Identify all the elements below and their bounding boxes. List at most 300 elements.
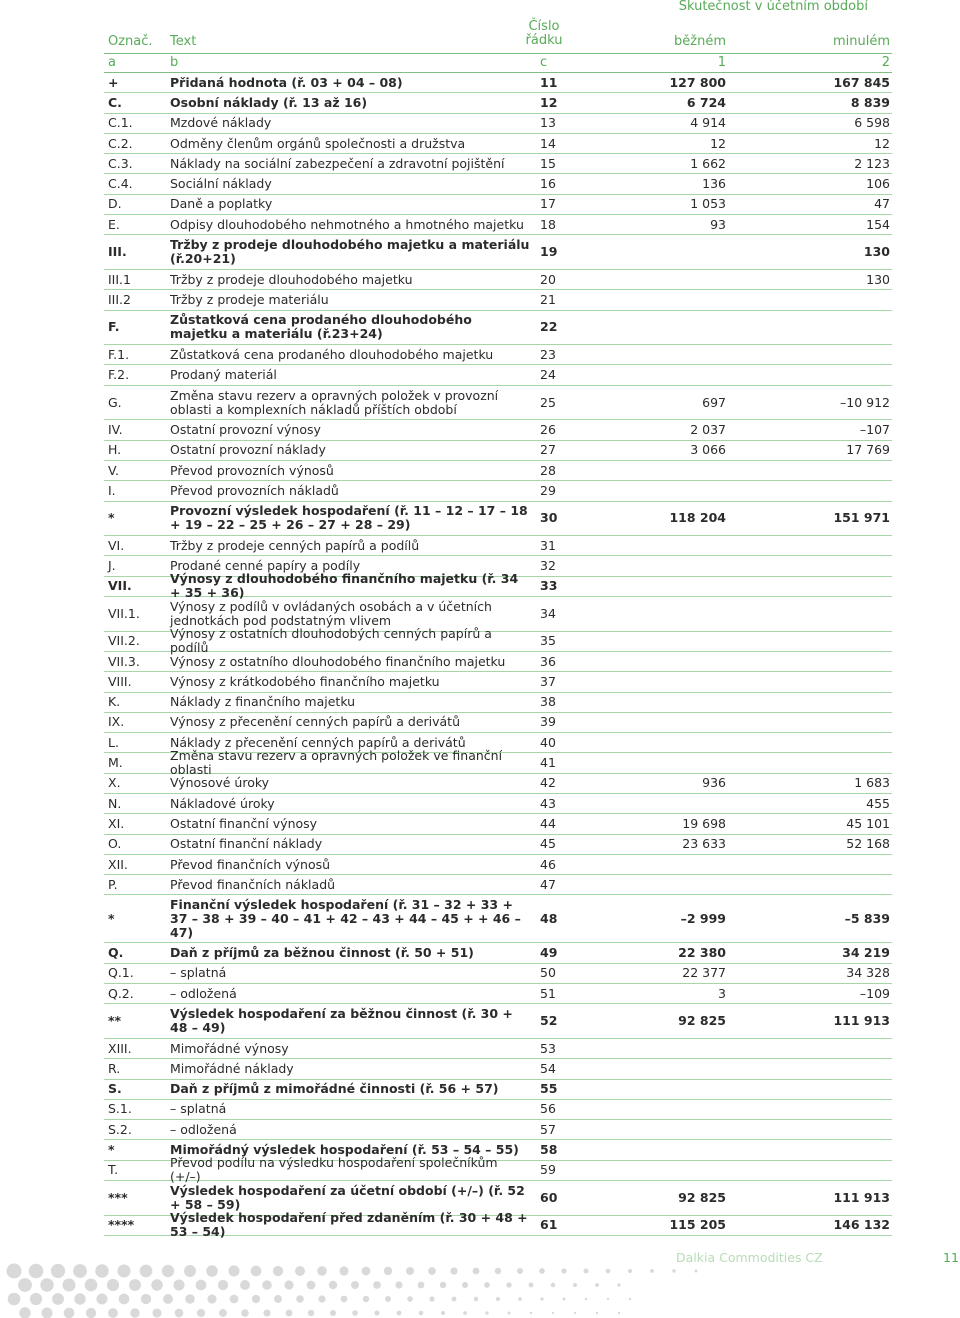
row-code: * (108, 1142, 115, 1158)
decor-dot (7, 1264, 22, 1279)
col-letter-a: a (108, 55, 116, 70)
decor-dot (74, 1293, 85, 1304)
row-text: Prodaný materiál (170, 368, 277, 383)
decor-dot (86, 1308, 96, 1318)
col-number-1: 1 (717, 55, 726, 70)
col-letter-b: b (170, 55, 179, 70)
table-row (104, 235, 892, 270)
table-row (104, 1059, 892, 1079)
decor-dot (595, 1283, 599, 1287)
table-row (104, 794, 892, 814)
row-code: X. (108, 775, 121, 791)
decor-dot (240, 1280, 250, 1290)
decor-dot (339, 1266, 348, 1275)
decor-dot (52, 1293, 64, 1305)
row-code: VII.2. (108, 633, 140, 649)
row-line-number: 42 (540, 775, 556, 791)
row-code: S. (108, 1081, 122, 1097)
decor-dot (517, 1268, 523, 1274)
decor-dot (184, 1265, 196, 1277)
row-line-number: 43 (540, 795, 556, 811)
decor-dot (241, 1309, 249, 1317)
row-current-period: 1 053 (690, 196, 726, 212)
decor-dot (384, 1267, 392, 1275)
row-line-number: 35 (540, 633, 556, 649)
row-previous-period: 47 (874, 196, 890, 212)
decor-dot (329, 1281, 337, 1289)
decor-dot (207, 1294, 216, 1303)
row-line-number: 61 (540, 1217, 558, 1233)
decor-dot (274, 1295, 282, 1303)
col-header-text: Text (170, 34, 197, 49)
row-text: – splatná (170, 966, 227, 981)
decor-dot (95, 1264, 108, 1277)
table-row (104, 875, 892, 895)
row-current-period: 22 377 (682, 965, 726, 981)
row-current-period: 3 066 (690, 442, 726, 458)
row-code: XIII. (108, 1040, 132, 1056)
decor-dot (397, 1311, 402, 1316)
decor-dot (130, 1308, 139, 1317)
row-previous-period: 17 769 (846, 442, 890, 458)
table-row (104, 964, 892, 984)
decor-dot (295, 1266, 305, 1276)
row-code: F.1. (108, 346, 130, 362)
decor-dot (29, 1264, 44, 1279)
row-line-number: 30 (540, 510, 558, 526)
row-text: – odložená (170, 986, 237, 1001)
decor-dot (518, 1297, 522, 1301)
decor-dot (441, 1311, 445, 1315)
row-code: C.4. (108, 176, 133, 192)
decor-dot (330, 1310, 336, 1316)
row-current-period: 93 (710, 216, 726, 232)
row-text: Mzdové náklady (170, 116, 272, 131)
row-text: Osobní náklady (ř. 13 až 16) (170, 95, 368, 110)
decor-dot (151, 1279, 162, 1290)
row-line-number: 25 (540, 394, 556, 410)
decor-dot (496, 1297, 500, 1301)
row-previous-period: 34 328 (846, 965, 890, 981)
decor-dot (140, 1265, 153, 1278)
decor-dot (308, 1310, 314, 1316)
row-line-number: 28 (540, 462, 556, 478)
row-code: IV. (108, 421, 123, 437)
decor-dot (107, 1279, 119, 1291)
row-line-number: 45 (540, 836, 556, 852)
row-previous-period: 455 (866, 795, 890, 811)
row-current-period: 697 (702, 394, 726, 410)
row-current-period: 4 914 (690, 115, 726, 131)
row-code: S.2. (108, 1121, 132, 1137)
decor-dot (395, 1281, 402, 1288)
row-text: Převod provozních nákladů (170, 483, 339, 498)
decor-dot (508, 1312, 511, 1315)
table-row (104, 311, 892, 346)
row-line-number: 54 (540, 1060, 556, 1076)
row-text: Ostatní finanční výnosy (170, 816, 318, 831)
page-number: 11 (943, 1250, 959, 1265)
row-text: Tržby z prodeje materiálu (170, 292, 329, 307)
row-code: + (108, 74, 119, 90)
table-row (104, 461, 892, 481)
table-row (104, 1156, 892, 1185)
col-letter-c: c (540, 55, 548, 70)
row-text: Převod finančních výnosů (170, 857, 331, 872)
row-code: VI. (108, 537, 125, 553)
table-row (104, 290, 892, 310)
decor-dot (228, 1265, 239, 1276)
row-code: F. (108, 319, 120, 335)
col-header-oznac: Označ. (108, 34, 153, 49)
row-code: C.1. (108, 115, 133, 131)
row-code: F.2. (108, 367, 130, 383)
row-text: Odpisy dlouhodobého nehmotného a hmotného majetku (170, 217, 524, 232)
row-code: R. (108, 1060, 121, 1076)
row-current-period: 1 662 (690, 155, 726, 171)
row-code: *** (108, 1189, 128, 1205)
row-line-number: 18 (540, 216, 556, 232)
row-code: K. (108, 694, 121, 710)
row-line-number: 21 (540, 291, 556, 307)
row-text: – splatná (170, 1102, 227, 1117)
row-code: C.2. (108, 135, 133, 151)
row-line-number: 60 (540, 1189, 558, 1205)
row-current-period: 936 (702, 775, 726, 791)
table-row (104, 693, 892, 713)
decor-dot (185, 1294, 195, 1304)
decor-dot (429, 1296, 434, 1301)
decor-dot (119, 1294, 130, 1305)
row-text: Finanční výsledek hospodaření (ř. 31 – 32 + 33 + 37 – 38 + 39 – 40 – 41 + 42 – 43 + 44 – 45 + + 46 – 47) (170, 897, 521, 940)
row-text: Mimořádné náklady (170, 1061, 294, 1076)
row-line-number: 15 (540, 155, 556, 171)
row-previous-period: 106 (866, 176, 890, 192)
income-statement (104, 0, 892, 1240)
row-code: IX. (108, 714, 125, 730)
table-row (104, 943, 892, 963)
table-row (104, 895, 892, 943)
row-current-period: 92 825 (678, 1189, 726, 1205)
table-row (104, 749, 892, 778)
row-line-number: 55 (540, 1081, 558, 1097)
row-code: C.3. (108, 155, 133, 171)
row-current-period: 118 204 (669, 510, 726, 526)
table-row (104, 1120, 892, 1140)
decor-dot (206, 1265, 218, 1277)
row-line-number: 26 (540, 421, 556, 437)
decor-dot (318, 1295, 325, 1302)
decor-dot (452, 1297, 457, 1302)
decor-dot (40, 1278, 53, 1291)
table-row (104, 1100, 892, 1120)
decor-dot (173, 1279, 184, 1290)
decor-dot (197, 1309, 205, 1317)
row-current-period: 6 724 (686, 94, 726, 110)
decor-dot (629, 1298, 631, 1300)
table-row (104, 835, 892, 855)
row-text: Zůstatková cena prodaného dlouhodobého majetku (170, 347, 494, 362)
row-line-number: 32 (540, 558, 556, 574)
table-row (104, 365, 892, 385)
row-code: O. (108, 836, 122, 852)
decor-dot (163, 1294, 173, 1304)
col-header-bezne: běžném (674, 34, 726, 49)
row-text: Ostatní finanční náklady (170, 837, 323, 852)
row-line-number: 13 (540, 115, 556, 131)
decor-dot (251, 1266, 262, 1277)
row-text: Výsledek hospodaření za účetní období (+/–) (ř. 52 + 58 – 59) (170, 1183, 525, 1212)
decor-dot (485, 1311, 488, 1314)
row-text: Výnosy z přecenění cenných papírů a derivátů (170, 715, 460, 730)
table-row (104, 672, 892, 692)
decor-dot (73, 1264, 87, 1278)
decor-dot (219, 1309, 227, 1317)
row-code: * (108, 910, 115, 926)
row-code: **** (108, 1217, 135, 1233)
row-code: T. (108, 1162, 119, 1178)
row-line-number: 34 (540, 605, 556, 621)
row-code: I. (108, 482, 116, 498)
row-current-period: 127 800 (669, 74, 726, 90)
decor-dot (152, 1308, 161, 1317)
row-code: VII.3. (108, 653, 140, 669)
decor-dot (230, 1295, 239, 1304)
row-previous-period: 154 (866, 216, 890, 232)
row-code: VIII. (108, 673, 132, 689)
row-code: J. (108, 558, 116, 574)
decor-dot (406, 1267, 414, 1275)
row-line-number: 37 (540, 673, 556, 689)
row-line-number: 29 (540, 482, 556, 498)
row-text: Změna stavu rezerv a opravných položek v provozní oblasti a komplexních nákladů příštích období (170, 388, 499, 417)
row-previous-period: 34 219 (842, 945, 890, 961)
table-body (104, 73, 892, 1240)
decor-dot (19, 1307, 30, 1318)
row-code: III.2 (108, 291, 131, 307)
row-current-period: 3 (718, 985, 726, 1001)
table-row (104, 814, 892, 834)
column-letter-row (104, 54, 892, 73)
row-text: Náklady z přecenění cenných papírů a derivátů (170, 735, 466, 750)
row-code: XI. (108, 815, 125, 831)
row-line-number: 47 (540, 876, 556, 892)
table-row (104, 215, 892, 235)
row-line-number: 17 (540, 196, 556, 212)
row-previous-period: 146 132 (833, 1217, 890, 1233)
decor-dot (474, 1297, 478, 1301)
decor-dot (440, 1282, 446, 1288)
row-code: III. (108, 244, 127, 260)
row-current-period: 22 380 (678, 945, 726, 961)
table-row (104, 1211, 892, 1240)
decor-dot (30, 1293, 42, 1305)
row-text: Výsledek hospodaření před zdaněním (ř. 30 + 48 + 53 – 54) (170, 1211, 528, 1240)
decor-dot (175, 1309, 184, 1318)
row-text: Převod finančních nákladů (170, 877, 336, 892)
row-text: Zůstatková cena prodaného dlouhodobého majetku a materiálu (ř.23+24) (170, 313, 472, 342)
row-text: Výnosy z dlouhodobého finančního majetku (ř. 34 + 35 + 36) (170, 572, 519, 601)
col-header-cislo: Číslo řádku (525, 19, 563, 48)
decor-dot (286, 1310, 293, 1317)
row-code: XII. (108, 856, 128, 872)
decor-dot (672, 1269, 675, 1272)
decor-dot (419, 1311, 423, 1315)
decor-dot (450, 1267, 457, 1274)
decor-dot (495, 1268, 501, 1274)
decor-dot (96, 1293, 107, 1304)
row-text: Převod podílu na výsledku hospodaření společníkům (+/–) (170, 1156, 498, 1185)
row-previous-period: –107 (859, 421, 890, 437)
footer-company-name: Dalkia Commodities CZ (676, 1250, 823, 1265)
row-text: Odměny členům orgánů společnosti a družstva (170, 136, 466, 151)
row-text: Převod provozních výnosů (170, 463, 334, 478)
decor-dot (85, 1279, 98, 1292)
row-line-number: 41 (540, 755, 556, 771)
table-row (104, 174, 892, 194)
row-current-period: 2 037 (690, 421, 726, 437)
row-previous-period: 130 (863, 244, 890, 260)
decor-dot (596, 1312, 598, 1314)
decor-dot (606, 1269, 611, 1274)
decor-dot (317, 1266, 327, 1276)
decor-dot (351, 1281, 359, 1289)
row-text: Prodané cenné papíry a podíly (170, 559, 361, 574)
decor-dot (196, 1280, 207, 1291)
decor-dot (484, 1282, 490, 1288)
row-line-number: 52 (540, 1013, 558, 1029)
decor-dot (407, 1296, 413, 1302)
row-line-number: 31 (540, 537, 556, 553)
table-row (104, 195, 892, 215)
row-previous-period: 111 913 (833, 1013, 890, 1029)
row-previous-period: –109 (859, 985, 890, 1001)
table-row (104, 345, 892, 365)
row-code: * (108, 510, 115, 526)
row-line-number: 59 (540, 1162, 556, 1178)
row-code: H. (108, 442, 122, 458)
decor-dot (373, 1281, 381, 1289)
table-row (104, 1080, 892, 1100)
row-line-number: 56 (540, 1101, 556, 1117)
row-previous-period: –5 839 (844, 910, 890, 926)
decor-dot (363, 1296, 369, 1302)
row-line-number: 11 (540, 74, 558, 90)
row-text: Mimořádný výsledek hospodaření (ř. 53 – 54 – 55) (170, 1143, 519, 1158)
table-row (104, 536, 892, 556)
decor-dot (418, 1282, 425, 1289)
row-line-number: 24 (540, 367, 556, 383)
row-previous-period: 8 839 (850, 94, 890, 110)
row-current-period: 12 (710, 135, 726, 151)
row-line-number: 19 (540, 244, 558, 260)
decor-dot (64, 1308, 75, 1318)
row-text: Výnosové úroky (170, 776, 270, 791)
row-line-number: 58 (540, 1142, 558, 1158)
decor-dot (617, 1283, 620, 1286)
decor-dot (129, 1279, 141, 1291)
row-line-number: 51 (540, 985, 556, 1001)
decor-dot (473, 1268, 480, 1275)
row-line-number: 46 (540, 856, 556, 872)
decor-dot (561, 1268, 566, 1273)
decor-dot (41, 1307, 52, 1318)
row-previous-period: 12 (874, 135, 890, 151)
row-code: P. (108, 876, 118, 892)
table-row (104, 114, 892, 134)
decor-dot (18, 1278, 32, 1292)
decor-dot (51, 1264, 65, 1278)
row-previous-period: 45 101 (846, 815, 890, 831)
row-text: Daň z příjmů z mimořádné činnosti (ř. 56 + 57) (170, 1082, 499, 1097)
col-number-2: 2 (881, 55, 890, 70)
row-code: Q.1. (108, 965, 134, 981)
row-line-number: 16 (540, 176, 556, 192)
decor-dot (296, 1295, 304, 1303)
row-text: Provozní výsledek hospodaření (ř. 11 – 12 – 17 – 18 + 19 – 22 – 25 + 26 – 27 + 28 – 29) (170, 504, 528, 533)
table-row (104, 420, 892, 440)
table-row (104, 93, 892, 113)
decor-dot (273, 1266, 283, 1276)
decor-dot (551, 1283, 556, 1288)
decor-dot (573, 1283, 577, 1287)
row-line-number: 50 (540, 965, 556, 981)
row-text: Přidaná hodnota (ř. 03 + 04 – 08) (170, 75, 403, 90)
row-text: Sociální náklady (170, 177, 272, 192)
decor-dot (141, 1294, 151, 1304)
row-previous-period: 52 168 (846, 836, 890, 852)
row-previous-period: 130 (866, 271, 890, 287)
table-row (104, 502, 892, 537)
decor-dot (506, 1282, 511, 1287)
decor-dot (374, 1310, 379, 1315)
row-line-number: 27 (540, 442, 556, 458)
decor-dot (117, 1264, 130, 1277)
row-text: Tržby z prodeje cenných papírů a podílů (170, 538, 420, 553)
row-code: S.1. (108, 1101, 132, 1117)
row-code: VII.1. (108, 605, 140, 621)
row-code: M. (108, 755, 123, 771)
decor-dot (540, 1297, 543, 1300)
decor-dot (563, 1298, 566, 1301)
row-code: III.1 (108, 271, 131, 287)
row-text: Mimořádné výnosy (170, 1041, 289, 1056)
row-text: Výnosy z podílů v ovládaných osobách a v účetních jednotkách pod podstatným vlivem (170, 599, 492, 628)
table-row (104, 855, 892, 875)
row-code: ** (108, 1013, 122, 1029)
decor-dot (695, 1270, 698, 1273)
row-line-number: 36 (540, 653, 556, 669)
decor-dot (585, 1298, 588, 1301)
row-previous-period: –10 912 (840, 394, 890, 410)
row-current-period: –2 999 (680, 910, 726, 926)
decor-dot (462, 1282, 468, 1288)
row-code: V. (108, 462, 119, 478)
row-code: E. (108, 216, 120, 232)
row-previous-period: 167 845 (833, 74, 890, 90)
table-row (104, 652, 892, 672)
decor-dot (552, 1312, 554, 1314)
decor-dot (263, 1309, 270, 1316)
row-text: Změna stavu rezerv a opravných položek ve finanční oblasti (170, 749, 503, 778)
row-line-number: 22 (540, 319, 558, 335)
decor-dot (252, 1295, 260, 1303)
decor-dot (218, 1280, 228, 1290)
table-row (104, 984, 892, 1004)
row-text: Daně a poplatky (170, 197, 273, 212)
row-code: G. (108, 394, 122, 410)
decor-dot (628, 1269, 632, 1273)
